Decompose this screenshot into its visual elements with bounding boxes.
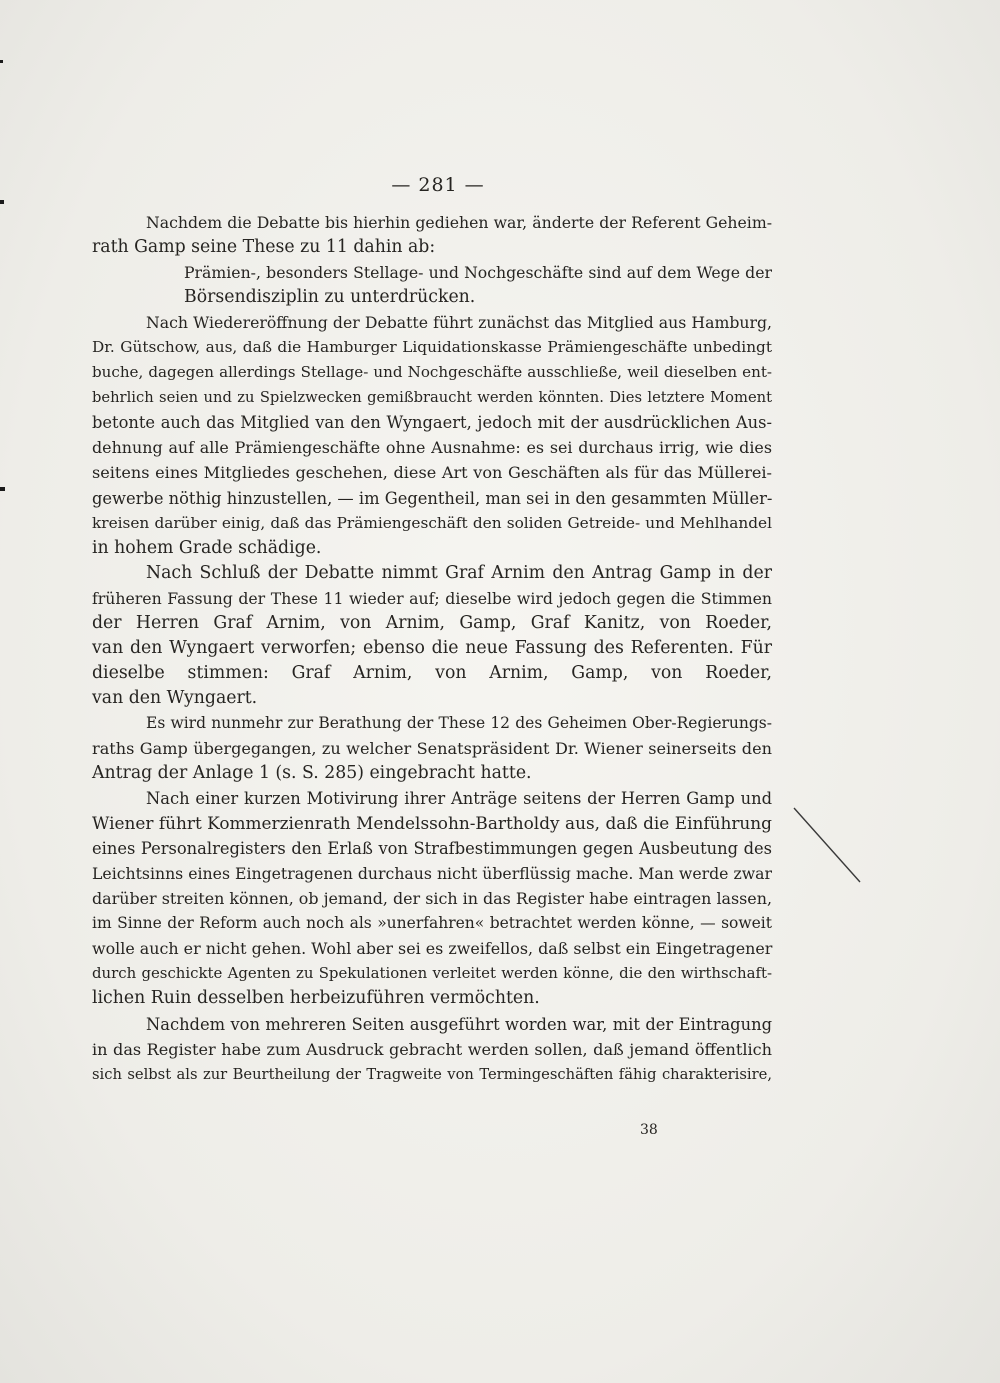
text-line: Nach Wiedereröffnung der Debatte führt zunächst das Mitglied aus Hamburg, bbox=[146, 313, 772, 333]
text-line: raths Gamp übergegangen, zu welcher Senatspräsident Dr. Wiener seinerseits den bbox=[92, 738, 772, 758]
text-line: van den Wyngaert. bbox=[92, 687, 258, 708]
text-line: Nach einer kurzen Motivirung ihrer Anträge seitens der Herren Gamp und bbox=[146, 789, 772, 809]
pencil-stroke-mark bbox=[792, 806, 862, 884]
text-line: dehnung auf alle Prämiengeschäfte ohne Ausnahme: es sei durchaus irrig, wie dies bbox=[92, 438, 772, 458]
body-text bbox=[92, 210, 772, 1087]
text-line: Antrag der Anlage 1 (s. S. 285) eingebracht hatte. bbox=[92, 763, 532, 784]
text-line: Börsendisziplin zu unterdrücken. bbox=[184, 287, 476, 308]
text-line: Dr. Gütschow, aus, daß die Hamburger Liquidationskasse Prämiengeschäfte unbedingt bbox=[92, 338, 772, 357]
text-line: Leichtsinns eines Eingetragenen durchaus nicht überflüssig mache. Man werde zwar bbox=[92, 864, 772, 884]
text-line: der Herren Graf Arnim, von Arnim, Gamp, Graf Kanitz, von Roeder, bbox=[92, 612, 772, 633]
text-line: lichen Ruin desselben herbeizuführen vermöchten. bbox=[92, 988, 540, 1009]
text-line: betonte auch das Mitglied van den Wyngaert, jedoch mit der ausdrücklichen Aus- bbox=[92, 413, 772, 433]
text-line: Wiener führt Kommerzienrath Mendelssohn-Bartholdy aus, daß die Einführung bbox=[92, 813, 772, 834]
text-line: Nach Schluß der Debatte nimmt Graf Arnim den Antrag Gamp in der bbox=[146, 562, 772, 583]
page-number: — 281 — bbox=[391, 174, 485, 196]
text-line: früheren Fassung der These 11 wieder auf; dieselbe wird jedoch gegen die Stimmen bbox=[92, 588, 772, 608]
scan-edge-mark bbox=[0, 200, 4, 204]
text-line: kreisen darüber einig, daß das Prämiengeschäft den soliden Getreide- und Mehlhandel bbox=[92, 513, 772, 532]
text-line: sich selbst als zur Beurtheilung der Tragweite von Termingeschäften fähig charakterisire, bbox=[92, 1065, 772, 1083]
text-line: Prämien-, besonders Stellage- und Nochgeschäfte sind auf dem Wege der bbox=[184, 263, 772, 283]
text-line: gewerbe nöthig hinzustellen, — im Gegentheil, man sei in den gesammten Müller- bbox=[92, 488, 773, 508]
text-line: behrlich seien und zu Spielzwecken gemißbraucht werden könnten. Dies letztere Moment bbox=[92, 389, 772, 407]
text-line: Nachdem von mehreren Seiten ausgeführt worden war, mit der Eintragung bbox=[146, 1014, 772, 1034]
scan-edge-mark bbox=[0, 60, 3, 63]
text-line: durch geschickte Agenten zu Spekulationen verleitet werden könne, die den wirthschaft- bbox=[92, 964, 772, 983]
text-line: buche, dagegen allerdings Stellage- und Nochgeschäfte ausschließe, weil dieselben ent- bbox=[92, 363, 772, 382]
scan-edge-mark bbox=[0, 487, 5, 491]
text-line: van den Wyngaert verworfen; ebenso die neue Fassung des Referenten. Für bbox=[92, 637, 772, 658]
text-line: seitens eines Mitgliedes geschehen, diese Art von Geschäften als für das Müllerei- bbox=[92, 463, 772, 483]
text-line: dieselbe stimmen: Graf Arnim, von Arnim, Gamp, von Roeder, bbox=[92, 662, 772, 683]
text-line: im Sinne der Reform auch noch als »unerfahren« betrachtet werden könne, — soweit bbox=[92, 914, 772, 933]
text-line: in das Register habe zum Ausdruck gebracht werden sollen, daß jemand öffentlich bbox=[92, 1039, 772, 1059]
text-line: darüber streiten können, ob jemand, der sich in das Register habe eintragen lassen, bbox=[92, 889, 772, 909]
text-line: rath Gamp seine These zu 11 dahin ab: bbox=[92, 237, 436, 258]
text-line: in hohem Grade schädige. bbox=[92, 537, 322, 558]
text-line: eines Personalregisters den Erlaß von Strafbestimmungen gegen Ausbeutung des bbox=[92, 839, 772, 859]
text-line: Nachdem die Debatte bis hierhin gediehen war, änderte der Referent Geheim- bbox=[146, 213, 772, 232]
signature-mark: 38 bbox=[640, 1122, 658, 1138]
text-line: wolle auch er nicht gehen. Wohl aber sei es zweifellos, daß selbst ein Eingetragener bbox=[92, 939, 773, 959]
text-line: Es wird nunmehr zur Berathung der These 12 des Geheimen Ober-Regierungs- bbox=[146, 713, 772, 732]
